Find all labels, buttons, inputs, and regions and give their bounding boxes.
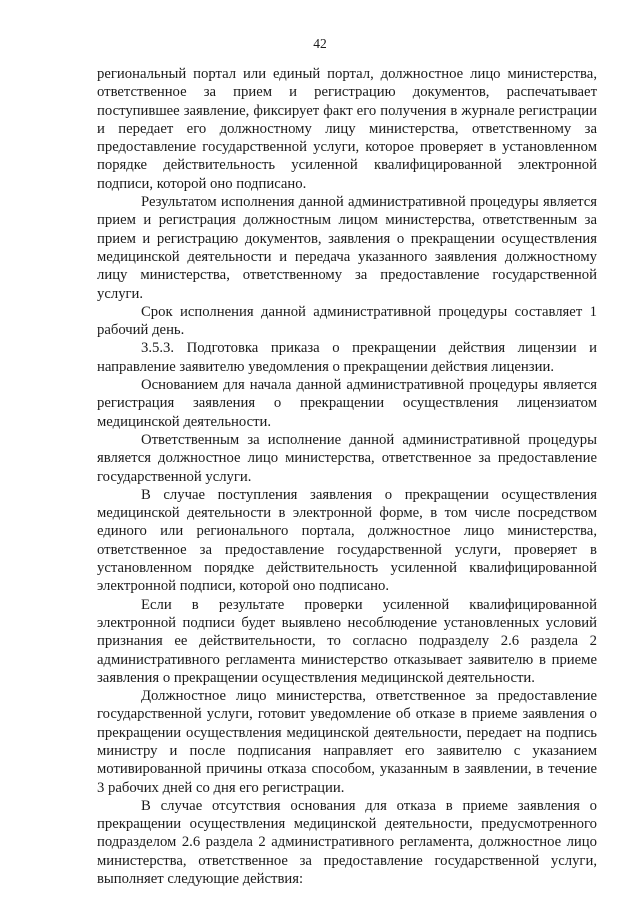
page-number: 42 [313,36,327,51]
paragraph-2: Результатом исполнения данной административной процедуры является прием и регистрация должностным лицом министерства, ответственным за прием и регистрацию документов, заявления о прекращении осуществления медицинской деятельности и передача указанного заявления должностному лицу министерства, ответственному за предоставление государственной услуги. [97,194,597,302]
document-body [97,65,597,888]
paragraph-6: Ответственным за исполнение данной административной процедуры является должностное лицо министерства, ответственное за предоставление государственной услуги. [97,431,597,485]
paragraph-4: 3.5.3. Подготовка приказа о прекращении действия лицензии и направление заявителю уведомления о прекращении действия лицензии. [97,340,597,375]
paragraph-3: Срок исполнения данной административной процедуры составляет 1 рабочий день. [97,303,597,339]
paragraph-10: В случае отсутствия основания для отказа в приеме заявления о прекращении осуществления медицинской деятельности, предусмотренного подразделом 2.6 раздела 2 административного регламента, должностное лицо министерства, ответственное за предоставление государственной услуги, выполняет следующие действия: [97,797,597,888]
paragraph-5: Основанием для начала данной административной процедуры является регистрация заявления о прекращении осуществления лицензиатом медицинской деятельности. [97,377,597,430]
paragraph-8: Если в результате проверки усиленной квалифицированной электронной подписи будет выявлено несоблюдение установленных условий признания ее действительности, то согласно подразделу 2.6 раздела 2 административного регламента министерство отказывает заявителю в приеме заявления о прекращении осуществления медицинской деятельности. [97,596,597,686]
paragraph-1: региональный портал или единый портал, должностное лицо министерства, ответственное за прием и регистрацию документов, распечатывает поступившее заявление, фиксирует факт его получения в журнале регистрации и передает его должностному лицу министерства, ответственному за предоставление государственной услуги, которое проверяет в установленном порядке действительность усиленной квалифицированной электронной подписи, которой оно подписано. [97,66,597,192]
paragraph-7: В случае поступления заявления о прекращении осуществления медицинской деятельности в электронной форме, в том числе посредством единого или регионального портала, должностное лицо министерства, ответственное за предоставление государственной услуги, проверяет в установленном порядке действительность усиленной квалифицированной электронной подписи, которой оно подписано. [97,486,597,595]
paragraph-9: Должностное лицо министерства, ответственное за предоставление государственной услуги, готовит уведомление об отказе в приеме заявления о прекращении осуществления медицинской деятельности, передает на подпись министру и после подписания направляет его заявителю с указанием мотивированной причины отказа способом, указанным в заявлении, в течение 3 рабочих дней со дня его регистрации. [97,688,597,796]
